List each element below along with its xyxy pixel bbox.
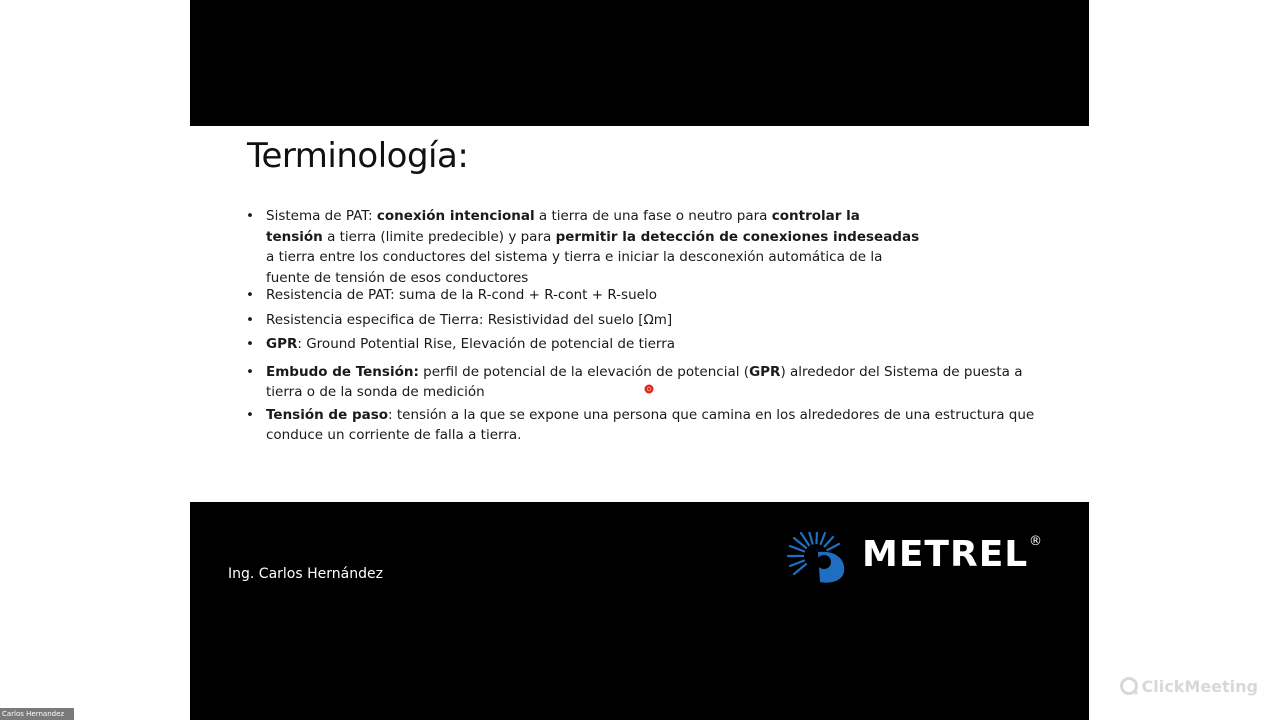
clickmeeting-logo-icon bbox=[1119, 676, 1139, 696]
slide-title: Terminología: bbox=[247, 136, 469, 176]
bullet-text: Resistencia de PAT: suma de la R-cond + R-cont + R-suelo bbox=[266, 287, 657, 303]
bullet-bold-text: controlar la tensión bbox=[266, 208, 860, 245]
bullet-bold-text: GPR bbox=[749, 363, 781, 380]
bullet-text: : Ground Potential Rise, Elevación de potencial de tierra bbox=[297, 336, 676, 352]
metrel-fan-icon bbox=[786, 532, 852, 584]
bullet-text: a tierra entre los conductores del sistema y tierra e iniciar la desconexión automática de la fuente de tensión de esos conductores bbox=[266, 249, 883, 286]
bullet-list bbox=[246, 206, 1046, 446]
slide-footer-bar bbox=[190, 502, 1089, 720]
bullet-item bbox=[246, 285, 1046, 306]
bullet-item bbox=[246, 334, 1046, 355]
bullet-item bbox=[246, 206, 921, 288]
laser-pointer-icon bbox=[644, 384, 654, 394]
bullet-bold-text: GPR bbox=[266, 336, 298, 352]
bullet-text: Resistencia especifica de Tierra: Resistividad del suelo [Ωm] bbox=[266, 311, 673, 328]
bullet-text: perfil de potencial de la elevación de potencial ( bbox=[418, 363, 750, 380]
bullet-text: a tierra (limite predecible) y para bbox=[322, 228, 556, 245]
clickmeeting-watermark bbox=[1119, 676, 1258, 696]
bullet-text: a tierra de una fase o neutro para bbox=[534, 208, 772, 224]
bullet-item bbox=[246, 405, 1036, 446]
bullet-text: ) alrededor del Sistema de puesta a tierra o de la sonda de medición bbox=[266, 363, 1023, 400]
registered-mark: ® bbox=[1029, 534, 1042, 549]
bullet-text: Sistema de PAT: bbox=[266, 208, 377, 224]
presenter-name: Ing. Carlos Hernández bbox=[228, 566, 383, 582]
camera-name-tag bbox=[0, 708, 74, 720]
bullet-item bbox=[246, 310, 1046, 331]
metrel-wordmark: METREL bbox=[862, 534, 1029, 575]
watermark-text: ClickMeeting bbox=[1141, 676, 1258, 696]
bullet-bold-text: Embudo de Tensión: bbox=[266, 363, 419, 380]
presentation-slide bbox=[190, 0, 1089, 720]
metrel-logo bbox=[786, 530, 1046, 586]
slide-header-bar bbox=[190, 0, 1089, 126]
bullet-text: : tensión a la que se expone una persona que camina en los alrededores de una estructura que conduce un corriente de falla a tierra. bbox=[266, 406, 1035, 443]
bullet-bold-text: Tensión de paso bbox=[266, 406, 389, 423]
bullet-item bbox=[246, 362, 1026, 403]
bullet-bold-text: conexión intencional bbox=[376, 208, 535, 224]
bullet-bold-text: permitir la detección de conexiones indeseadas bbox=[555, 228, 920, 245]
camera-name-label: Carlos Hernandez bbox=[2, 710, 65, 718]
